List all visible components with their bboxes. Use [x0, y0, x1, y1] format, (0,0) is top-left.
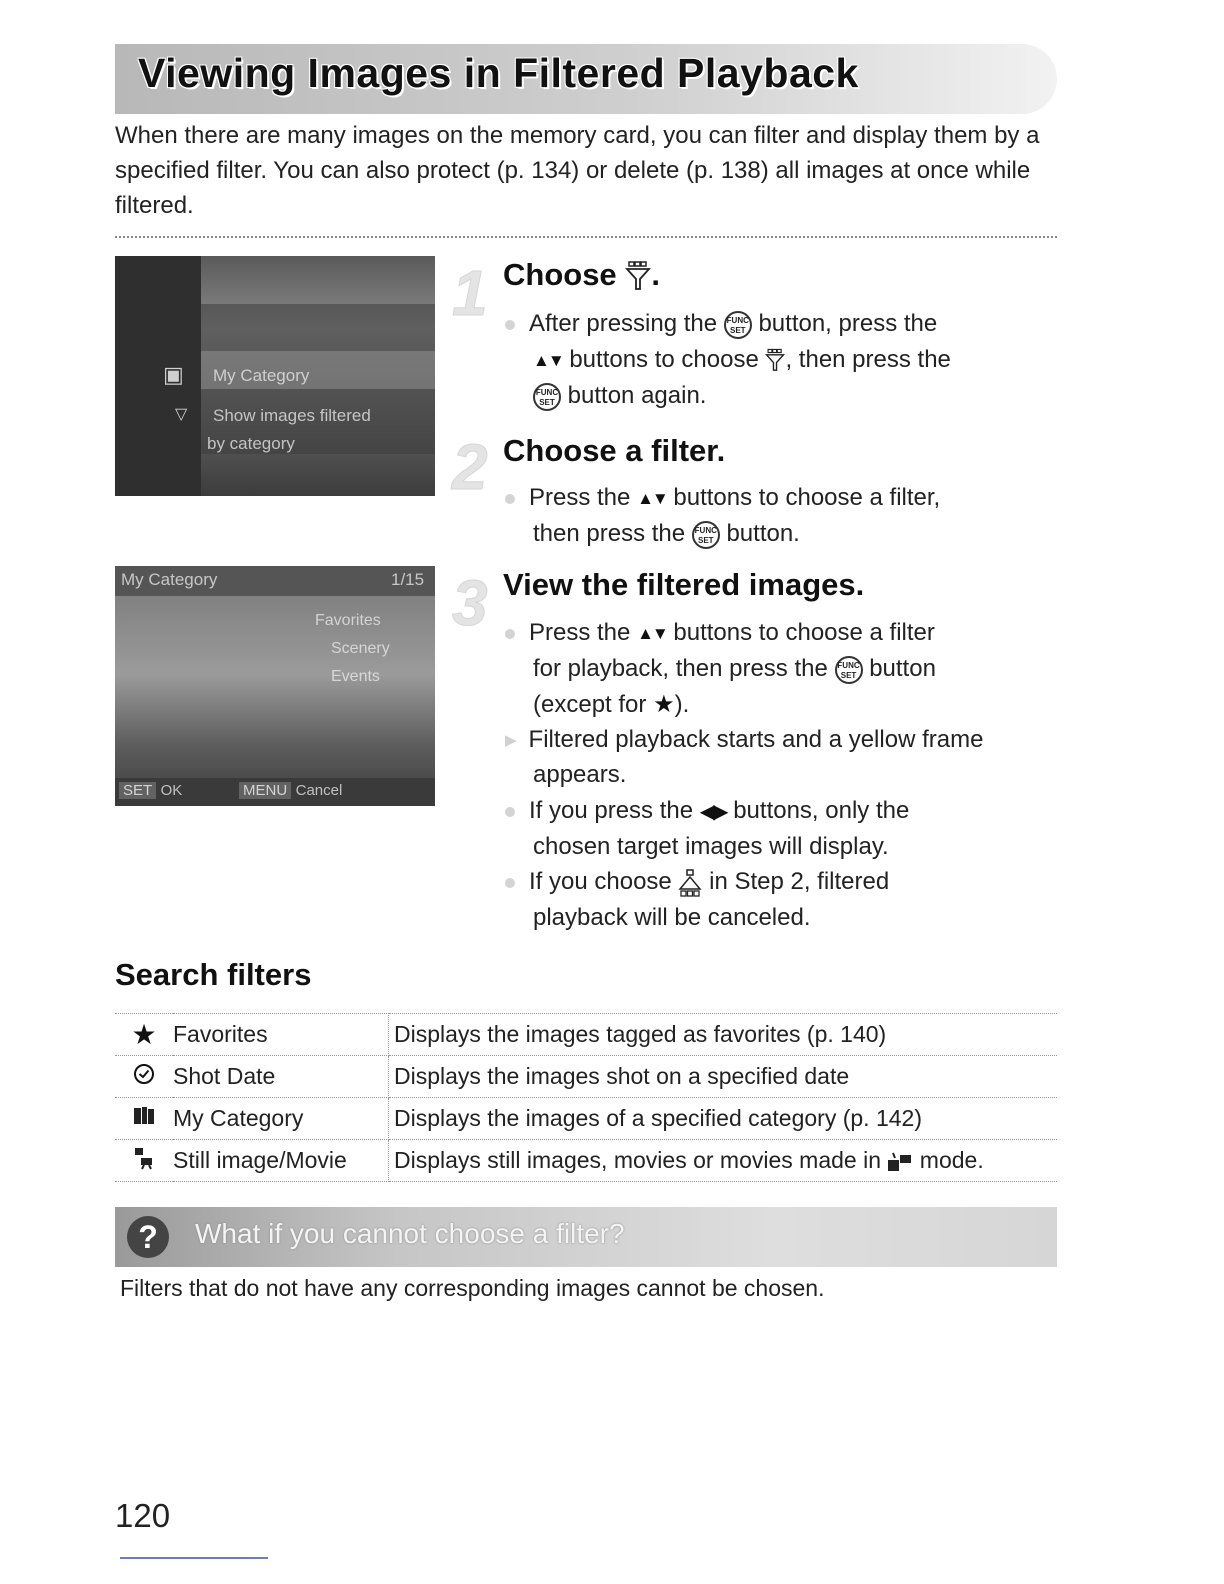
step-number: 2	[452, 431, 488, 503]
bullet-dot	[505, 629, 515, 639]
intro-paragraph: When there are many images on the memory card, you can filter and display them by a specified filter. You can also protect (p. 134) or delete (p. 138) all images at once while filtered.	[115, 122, 1040, 219]
step-title: Choose a filter.	[503, 433, 726, 468]
step-title: Choose .	[503, 257, 660, 292]
screen-menu-text: Show images filtered	[213, 406, 371, 425]
qa-text: Filters that do not have any corresponding images cannot be chosen.	[120, 1275, 825, 1301]
search-filters-table	[115, 1013, 1057, 1182]
step-3-line-9: playback will be canceled.	[533, 904, 811, 931]
step-1-line-3: FUNC SET button again.	[533, 378, 706, 414]
step-3-line-5: appears.	[533, 761, 627, 788]
screen-option: Scenery	[331, 640, 390, 657]
filter-name: Shot Date	[173, 1056, 389, 1098]
table-row	[115, 1140, 1057, 1182]
up-down-buttons-icon: ▲▼	[637, 623, 667, 643]
up-down-buttons-icon: ▲▼	[637, 488, 667, 508]
category-icon: ▣	[163, 362, 184, 387]
step-title-text: Choose	[503, 257, 617, 292]
filter-icon: ▽	[175, 406, 188, 423]
set-key-label: SET	[119, 782, 156, 799]
step-number: 1	[452, 257, 488, 329]
star-icon: ★	[653, 691, 675, 718]
func-set-icon: FUNC SET	[692, 521, 720, 549]
divider	[115, 236, 1057, 238]
up-down-buttons-icon: ▲▼	[533, 350, 563, 370]
filter-description: Displays still images, movies or movies made in mode.	[389, 1140, 1058, 1182]
filter-name: My Category	[173, 1098, 389, 1140]
screen-side-panel	[115, 256, 201, 496]
table-row	[115, 1014, 1057, 1056]
screen-cancel-hint	[239, 782, 342, 800]
cancel-label: Cancel	[295, 782, 343, 799]
step-2-line-1: Press the ▲▼ buttons to choose a filter,	[505, 480, 940, 517]
ok-label: OK	[160, 782, 183, 799]
filtered-playback-icon	[625, 261, 651, 293]
filter-description: Displays the images of a specified category (p. 142)	[389, 1098, 1058, 1140]
star-icon: ★	[115, 1014, 173, 1056]
bullet-dot	[505, 320, 515, 330]
step-3-line-1: Press the ▲▼ buttons to choose a filter	[505, 615, 935, 652]
screen-counter: 1/15	[391, 570, 425, 589]
step-1-line-1: After pressing the FUNC SET button, press the	[505, 306, 937, 342]
bullet-dot	[505, 878, 515, 888]
category-book-icon	[115, 1098, 173, 1140]
step-3-line-4: ▶ Filtered playback starts and a yellow frame	[505, 722, 983, 759]
step-3-line-2: for playback, then press the FUNC SET button	[533, 655, 936, 682]
filtered-playback-icon	[765, 348, 785, 374]
menu-key-label: MENU	[239, 782, 291, 799]
step-3-line-8: If you choose in Step 2, filtered	[505, 864, 889, 900]
page-number: 120	[115, 1497, 171, 1534]
step-3-line-3: (except for ★).	[533, 691, 690, 718]
still-movie-icon	[115, 1140, 173, 1182]
func-set-icon: FUNC SET	[835, 656, 863, 684]
filter-description: Displays the images tagged as favorites (p. 140)	[389, 1014, 1058, 1056]
question-mark-icon: ?	[127, 1216, 169, 1258]
camera-screen-filter-menu	[115, 256, 435, 496]
step-3-line-6: If you press the ◀▶ buttons, only the	[505, 793, 909, 830]
step-title: View the filtered images.	[503, 567, 865, 602]
step-number: 3	[452, 567, 488, 639]
show-all-images-icon	[678, 869, 702, 897]
clock-check-icon	[115, 1056, 173, 1098]
screen-ok-hint	[119, 782, 182, 800]
movie-digest-mode-icon	[887, 1151, 913, 1173]
screen-menu-text: by category	[207, 434, 295, 453]
page-title: Viewing Images in Filtered Playback	[138, 50, 859, 96]
filter-name: Favorites	[173, 1014, 389, 1056]
camera-screen-filter-options	[115, 566, 435, 806]
qa-title: What if you cannot choose a filter?	[195, 1218, 625, 1249]
result-arrow-icon: ▶	[505, 731, 517, 749]
step-2-line-2: then press the FUNC SET button.	[533, 520, 800, 547]
bullet-dot	[505, 807, 515, 817]
step-3-line-7: chosen target images will display.	[533, 833, 889, 860]
bullet-dot	[505, 494, 515, 504]
screen-option: Favorites	[315, 612, 381, 629]
func-set-icon: FUNC SET	[533, 383, 561, 411]
search-filters-heading: Search filters	[115, 957, 312, 992]
func-set-icon: FUNC SET	[724, 311, 752, 339]
table-row	[115, 1056, 1057, 1098]
filter-description: Displays the images shot on a specified date	[389, 1056, 1058, 1098]
screen-option: Events	[331, 668, 380, 685]
left-right-buttons-icon: ◀▶	[699, 800, 727, 823]
page-number-underline	[120, 1557, 268, 1559]
filter-name: Still image/Movie	[173, 1140, 389, 1182]
screen-menu-item: My Category	[213, 366, 310, 385]
table-row	[115, 1098, 1057, 1140]
screen-header-label: My Category	[121, 570, 218, 589]
step-1-line-2: ▲▼ buttons to choose , then press the	[533, 342, 951, 379]
